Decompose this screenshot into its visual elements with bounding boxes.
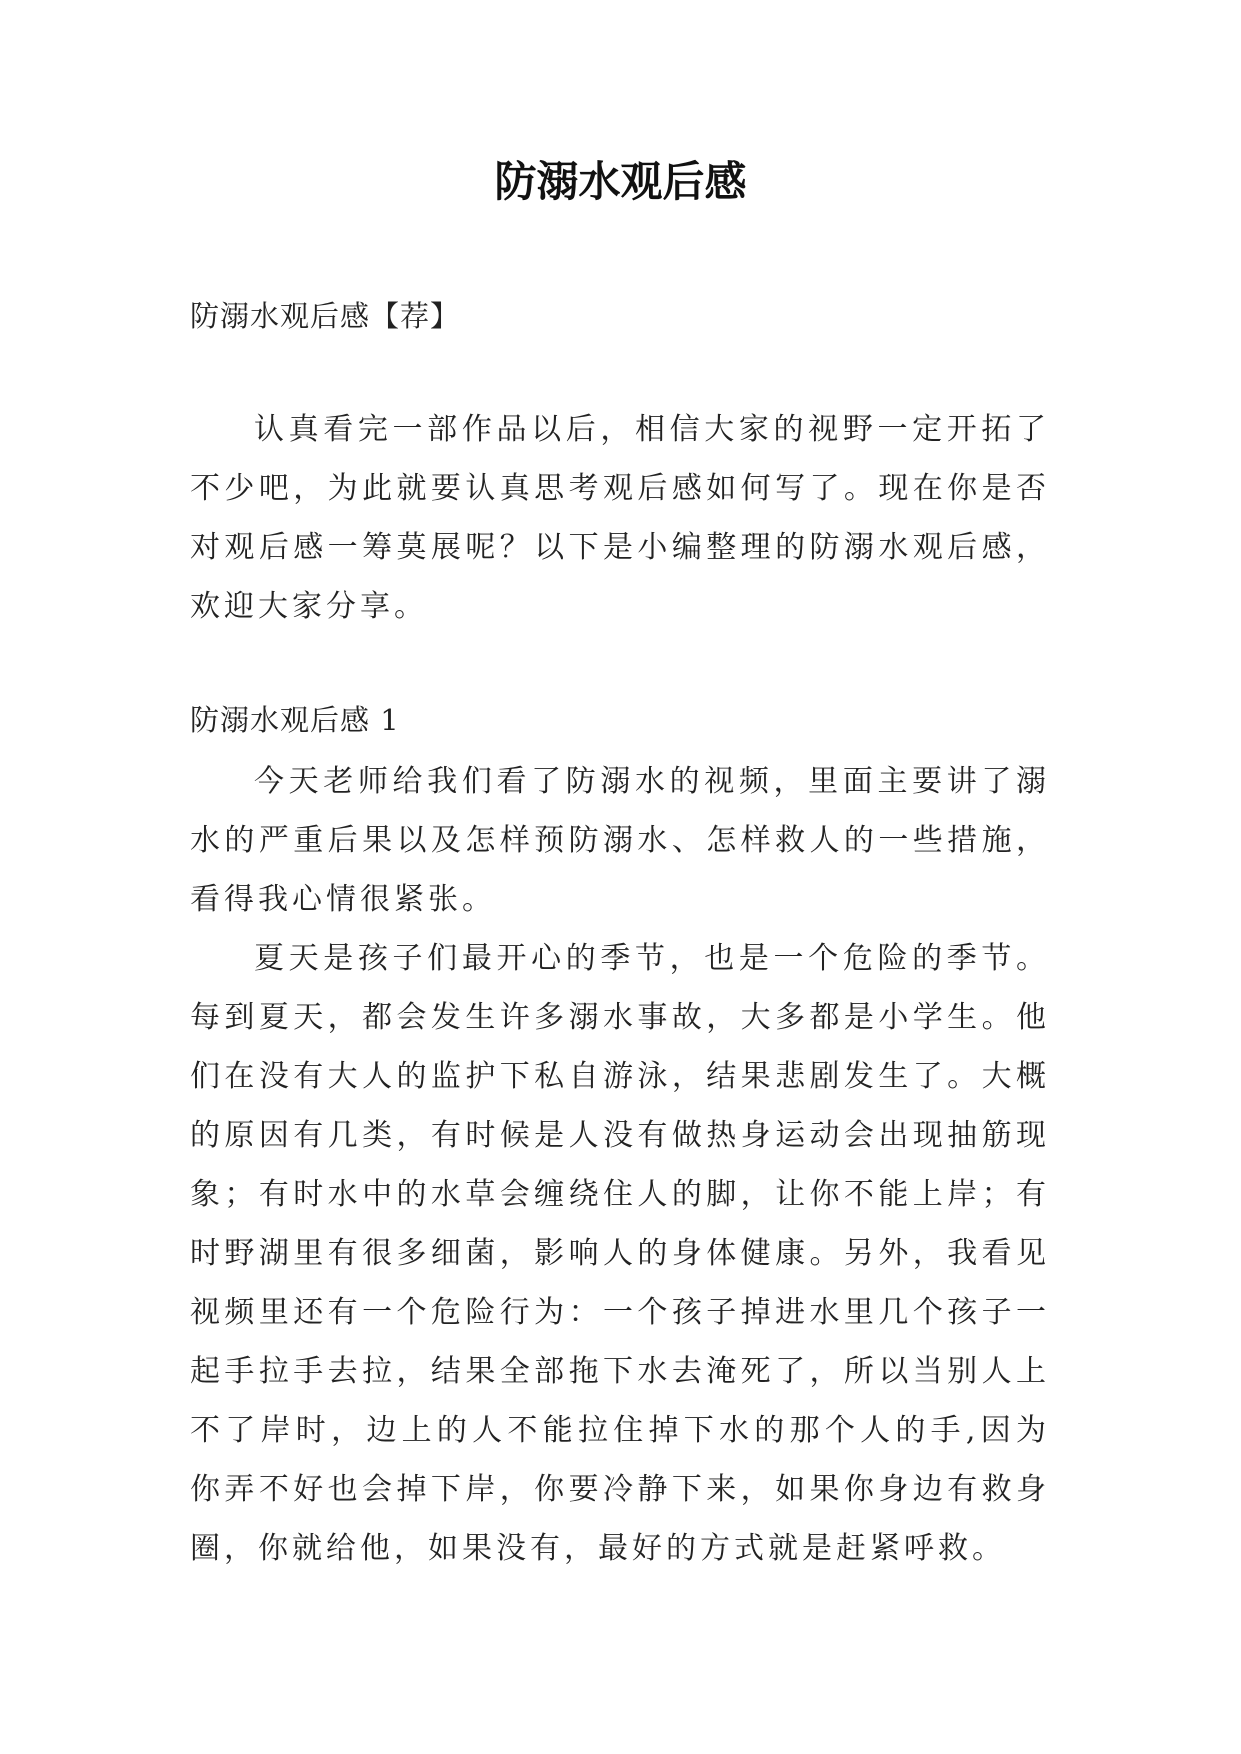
section-heading: 防溺水观后感 1: [190, 703, 400, 737]
page-title: 防溺水观后感: [494, 157, 747, 206]
intro-paragraph: 认真看完一部作品以后，相信大家的视野一定开拓了不少吧，为此就要认真思考观后感如何写了。现在你是否对观后感一筹莫展呢？以下是小编整理的防溺水观后感，欢迎大家分享。: [190, 412, 1050, 624]
body-paragraph-2: 夏天是孩子们最开心的季节，也是一个危险的季节。每到夏天，都会发生许多溺水事故，大多都是小学生。他们在没有大人的监护下私自游泳，结果悲剧发生了。大概的原因有几类，有时候是人没有做热身运动会出现抽筋现象；有时水中的水草会缠绕住人的脚，让你不能上岸；有时野湖里有很多细菌，影响人的身体健康。另外，我看见视频里还有一个危险行为：一个孩子掉进水里几个孩子一起手拉手去拉，结果全部拖下水去淹死了，所以当别人上不了岸时，边上的人不能拉住掉下水的那个人的手,因为你弄不好也会掉下岸，你要冷静下来，如果你身边有救身圈，你就给他，如果没有，最好的方式就是赶紧呼救。: [190, 941, 1050, 1566]
body-paragraph-1: 今天老师给我们看了防溺水的视频，里面主要讲了溺水的严重后果以及怎样预防溺水、怎样救人的一些措施，看得我心情很紧张。: [190, 764, 1050, 917]
document-subtitle: 防溺水观后感【荐】: [190, 299, 461, 333]
